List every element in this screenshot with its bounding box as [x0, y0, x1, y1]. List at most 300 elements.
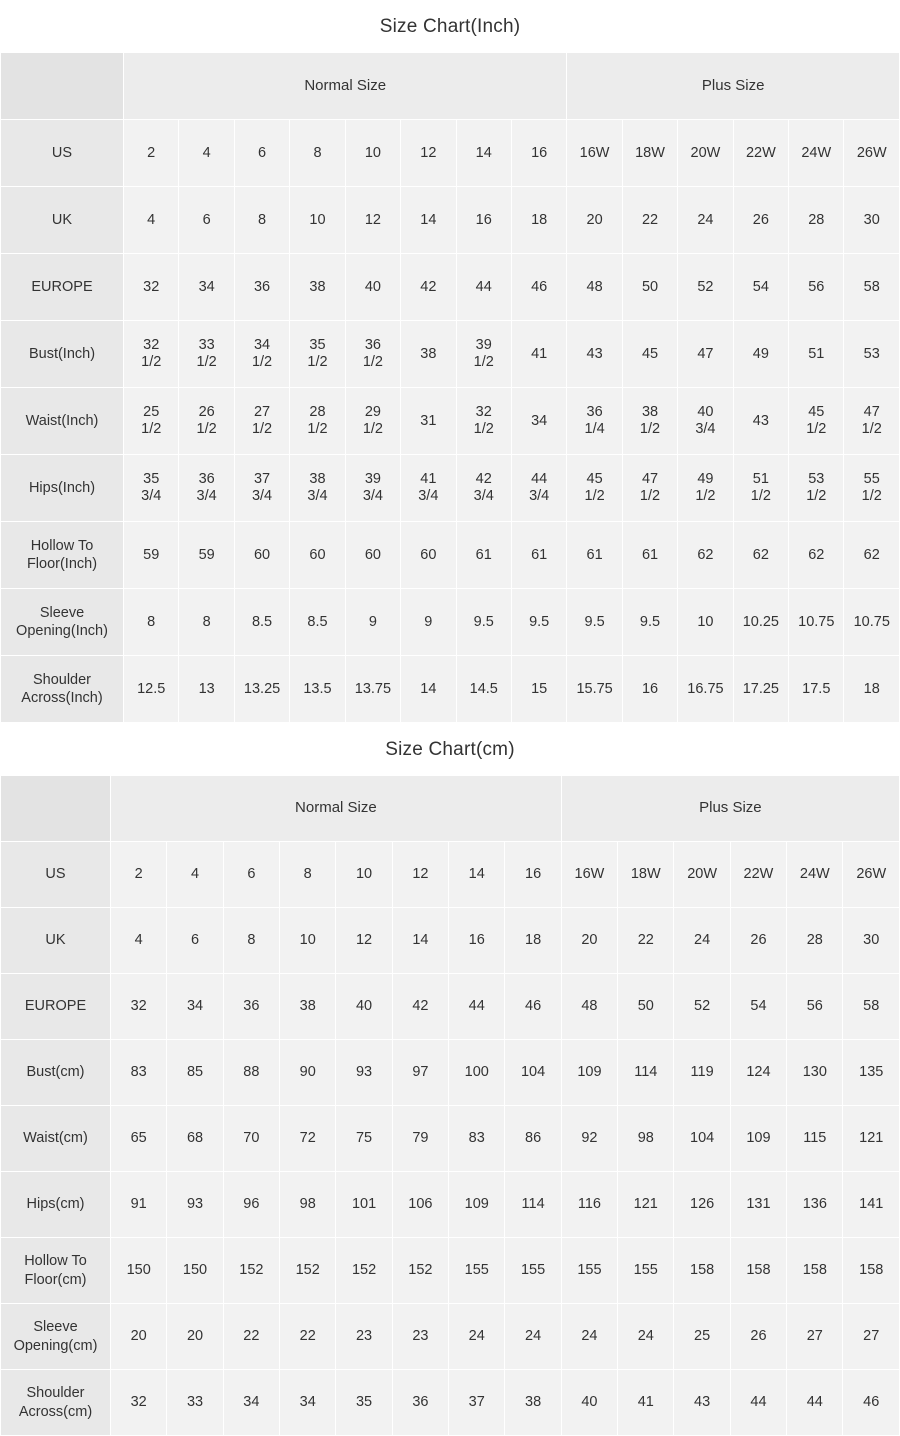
table-cell: 51 1/2 [733, 455, 788, 522]
table-cell: 114 [618, 1040, 674, 1106]
table-cell: 121 [843, 1106, 900, 1172]
table-cell: 4 [179, 120, 234, 187]
table-cell: 15 [511, 656, 566, 723]
table-cell: 30 [844, 187, 900, 254]
table-cell: 98 [280, 1172, 336, 1238]
table-cell: 15.75 [567, 656, 622, 723]
table-cell: 20W [674, 842, 730, 908]
table-row [1, 1172, 900, 1238]
table-cell: 16W [561, 842, 617, 908]
table-cell: 44 [730, 1370, 786, 1436]
table-cell: 23 [392, 1304, 448, 1370]
row-header-inch-2: EUROPE [1, 254, 124, 321]
table-row [1, 254, 900, 321]
table-cell: 34 [223, 1370, 279, 1436]
row-header-cm-1: UK [1, 908, 111, 974]
table-cell: 9 [345, 589, 400, 656]
table-cell: 16 [449, 908, 505, 974]
row-header-inch-7: Sleeve Opening(Inch) [1, 589, 124, 656]
table-cell: 26 [730, 908, 786, 974]
table-cell: 9 [401, 589, 456, 656]
table-cell: 141 [843, 1172, 900, 1238]
table-cell: 24 [505, 1304, 561, 1370]
table-cell: 96 [223, 1172, 279, 1238]
table-cell: 26 1/2 [179, 388, 234, 455]
row-header-cm-5: Hips(cm) [1, 1172, 111, 1238]
table-cell: 38 [505, 1370, 561, 1436]
row-header-cm-3: Bust(cm) [1, 1040, 111, 1106]
table-cell: 34 [179, 254, 234, 321]
table-cell: 54 [733, 254, 788, 321]
table-cell: 2 [124, 120, 179, 187]
table-cell: 116 [561, 1172, 617, 1238]
table-cell: 36 1/2 [345, 321, 400, 388]
table-cell: 36 3/4 [179, 455, 234, 522]
table-cell: 43 [733, 388, 788, 455]
table-cell: 38 1/2 [622, 388, 677, 455]
table-cell: 9.5 [511, 589, 566, 656]
table-cell: 124 [730, 1040, 786, 1106]
table-cell: 72 [280, 1106, 336, 1172]
table-cell: 8.5 [234, 589, 289, 656]
table-cell: 56 [789, 254, 844, 321]
table-cell: 38 3/4 [290, 455, 345, 522]
table-cell: 115 [787, 1106, 843, 1172]
table-cell: 126 [674, 1172, 730, 1238]
table-cell: 49 [733, 321, 788, 388]
table-cell: 36 [223, 974, 279, 1040]
table-row [1, 187, 900, 254]
table-cell: 6 [167, 908, 223, 974]
table-cell: 62 [789, 522, 844, 589]
table-cell: 47 1/2 [844, 388, 900, 455]
table-row [1, 120, 900, 187]
table-cell: 51 [789, 321, 844, 388]
size-table-cm [0, 775, 900, 1436]
table-cell: 44 3/4 [511, 455, 566, 522]
table-cell: 16 [505, 842, 561, 908]
table-cell: 35 [336, 1370, 392, 1436]
table-cell: 58 [843, 974, 900, 1040]
size-table-inch-body [1, 53, 900, 723]
group-header-plus-size: Plus Size [561, 776, 899, 842]
table-cell: 55 1/2 [844, 455, 900, 522]
table-cell: 4 [111, 908, 167, 974]
table-cell: 10 [345, 120, 400, 187]
table-cell: 13.75 [345, 656, 400, 723]
table-cell: 109 [730, 1106, 786, 1172]
table-cell: 26W [843, 842, 900, 908]
table-cell: 27 1/2 [234, 388, 289, 455]
table-cell: 35 1/2 [290, 321, 345, 388]
table-cell: 152 [392, 1238, 448, 1304]
table-cell: 150 [167, 1238, 223, 1304]
table-cell: 41 [511, 321, 566, 388]
table-cell: 24 [674, 908, 730, 974]
table-cell: 130 [787, 1040, 843, 1106]
row-header-cm-2: EUROPE [1, 974, 111, 1040]
table-cell: 155 [561, 1238, 617, 1304]
table-cell: 68 [167, 1106, 223, 1172]
table-cell: 47 1/2 [622, 455, 677, 522]
row-header-inch-0: US [1, 120, 124, 187]
table-row [1, 1370, 900, 1436]
table-cell: 10 [280, 908, 336, 974]
table-cell: 75 [336, 1106, 392, 1172]
table-corner-cell [1, 53, 124, 120]
table-group-header-row [1, 776, 900, 842]
table-cell: 32 [111, 974, 167, 1040]
table-cell: 46 [511, 254, 566, 321]
table-cell: 16.75 [678, 656, 733, 723]
table-cell: 25 1/2 [124, 388, 179, 455]
table-cell: 29 1/2 [345, 388, 400, 455]
table-cell: 24 [678, 187, 733, 254]
table-cell: 9.5 [567, 589, 622, 656]
table-cell: 43 [674, 1370, 730, 1436]
table-cell: 58 [844, 254, 900, 321]
table-cell: 42 [392, 974, 448, 1040]
table-cell: 20 [561, 908, 617, 974]
table-cell: 18W [622, 120, 677, 187]
table-cell: 60 [401, 522, 456, 589]
size-table-cm-body [1, 776, 900, 1436]
table-cell: 14 [449, 842, 505, 908]
table-cell: 53 [844, 321, 900, 388]
table-cell: 8 [234, 187, 289, 254]
table-cell: 91 [111, 1172, 167, 1238]
table-cell: 33 1/2 [179, 321, 234, 388]
table-cell: 106 [392, 1172, 448, 1238]
table-cell: 48 [561, 974, 617, 1040]
size-chart-cm-section [0, 723, 900, 1436]
table-cell: 93 [167, 1172, 223, 1238]
table-cell: 22 [622, 187, 677, 254]
table-row [1, 1238, 900, 1304]
table-group-header-row [1, 53, 900, 120]
table-cell: 32 [124, 254, 179, 321]
table-cell: 17.25 [733, 656, 788, 723]
table-cell: 14 [392, 908, 448, 974]
table-cell: 44 [449, 974, 505, 1040]
table-cell: 56 [787, 974, 843, 1040]
table-cell: 119 [674, 1040, 730, 1106]
table-cell: 14 [401, 187, 456, 254]
table-cell: 41 [618, 1370, 674, 1436]
table-cell: 36 [234, 254, 289, 321]
table-cell: 32 1/2 [456, 388, 511, 455]
table-cell: 18 [505, 908, 561, 974]
table-cell: 31 [401, 388, 456, 455]
table-cell: 34 1/2 [234, 321, 289, 388]
table-cell: 20 [567, 187, 622, 254]
row-header-cm-7: Sleeve Opening(cm) [1, 1304, 111, 1370]
table-cell: 8 [179, 589, 234, 656]
table-cell: 17.5 [789, 656, 844, 723]
table-cell: 70 [223, 1106, 279, 1172]
table-cell: 33 [167, 1370, 223, 1436]
table-cell: 10.75 [844, 589, 900, 656]
table-cell: 98 [618, 1106, 674, 1172]
table-cell: 109 [561, 1040, 617, 1106]
table-cell: 60 [345, 522, 400, 589]
table-cell: 47 [678, 321, 733, 388]
table-row [1, 656, 900, 723]
table-cell: 104 [674, 1106, 730, 1172]
table-cell: 38 [290, 254, 345, 321]
table-cell: 49 1/2 [678, 455, 733, 522]
table-cell: 92 [561, 1106, 617, 1172]
table-cell: 97 [392, 1040, 448, 1106]
table-row [1, 1304, 900, 1370]
table-cell: 158 [674, 1238, 730, 1304]
table-cell: 61 [456, 522, 511, 589]
group-header-plus-size: Plus Size [567, 53, 900, 120]
table-cell: 37 [449, 1370, 505, 1436]
table-cell: 152 [223, 1238, 279, 1304]
table-cell: 6 [234, 120, 289, 187]
table-cell: 50 [622, 254, 677, 321]
table-cell: 10.25 [733, 589, 788, 656]
table-row [1, 388, 900, 455]
table-cell: 155 [449, 1238, 505, 1304]
row-header-cm-6: Hollow To Floor(cm) [1, 1238, 111, 1304]
table-cell: 59 [124, 522, 179, 589]
size-table-inch [0, 52, 900, 723]
table-cell: 135 [843, 1040, 900, 1106]
table-cell: 14.5 [456, 656, 511, 723]
page-title-cm: Size Chart(cm) [385, 739, 515, 760]
table-cell: 109 [449, 1172, 505, 1238]
table-cell: 93 [336, 1040, 392, 1106]
table-cell: 16W [567, 120, 622, 187]
table-cell: 152 [336, 1238, 392, 1304]
table-cell: 20 [167, 1304, 223, 1370]
table-cell: 10 [290, 187, 345, 254]
table-cell: 38 [280, 974, 336, 1040]
table-cell: 158 [730, 1238, 786, 1304]
table-cell: 42 3/4 [456, 455, 511, 522]
group-header-normal-size: Normal Size [124, 53, 567, 120]
table-cell: 12 [401, 120, 456, 187]
table-cell: 32 1/2 [124, 321, 179, 388]
table-cell: 41 3/4 [401, 455, 456, 522]
table-cell: 38 [401, 321, 456, 388]
table-cell: 50 [618, 974, 674, 1040]
table-cell: 83 [111, 1040, 167, 1106]
table-cell: 54 [730, 974, 786, 1040]
table-cell: 10 [336, 842, 392, 908]
table-cell: 16 [511, 120, 566, 187]
group-header-normal-size: Normal Size [111, 776, 562, 842]
table-cell: 65 [111, 1106, 167, 1172]
table-cell: 24 [618, 1304, 674, 1370]
table-cell: 62 [844, 522, 900, 589]
table-cell: 60 [290, 522, 345, 589]
table-cell: 10.75 [789, 589, 844, 656]
table-cell: 45 1/2 [789, 388, 844, 455]
table-cell: 155 [618, 1238, 674, 1304]
table-cell: 61 [622, 522, 677, 589]
table-cell: 40 [561, 1370, 617, 1436]
table-cell: 39 3/4 [345, 455, 400, 522]
table-cell: 45 [622, 321, 677, 388]
table-cell: 158 [843, 1238, 900, 1304]
table-cell: 23 [336, 1304, 392, 1370]
table-cell: 60 [234, 522, 289, 589]
table-cell: 4 [167, 842, 223, 908]
table-cell: 101 [336, 1172, 392, 1238]
table-cell: 88 [223, 1040, 279, 1106]
table-cell: 24 [561, 1304, 617, 1370]
table-cell: 52 [674, 974, 730, 1040]
table-row [1, 455, 900, 522]
table-cell: 26W [844, 120, 900, 187]
table-cell: 83 [449, 1106, 505, 1172]
table-cell: 2 [111, 842, 167, 908]
table-cell: 24 [449, 1304, 505, 1370]
table-cell: 8 [223, 908, 279, 974]
row-header-inch-4: Waist(Inch) [1, 388, 124, 455]
table-cell: 136 [787, 1172, 843, 1238]
table-cell: 34 [511, 388, 566, 455]
table-cell: 100 [449, 1040, 505, 1106]
table-cell: 22 [223, 1304, 279, 1370]
table-cell: 8 [290, 120, 345, 187]
table-cell: 155 [505, 1238, 561, 1304]
row-header-inch-1: UK [1, 187, 124, 254]
table-cell: 22W [730, 842, 786, 908]
table-cell: 22W [733, 120, 788, 187]
table-cell: 30 [843, 908, 900, 974]
table-cell: 32 [111, 1370, 167, 1436]
table-cell: 34 [167, 974, 223, 1040]
table-cell: 61 [567, 522, 622, 589]
table-cell: 35 3/4 [124, 455, 179, 522]
row-header-cm-8: Shoulder Across(cm) [1, 1370, 111, 1436]
page-title-inch: Size Chart(Inch) [379, 16, 521, 37]
table-cell: 28 [787, 908, 843, 974]
table-cell: 8.5 [290, 589, 345, 656]
table-cell: 59 [179, 522, 234, 589]
table-cell: 40 3/4 [678, 388, 733, 455]
row-header-inch-6: Hollow To Floor(Inch) [1, 522, 124, 589]
table-cell: 9.5 [456, 589, 511, 656]
table-row [1, 589, 900, 656]
row-header-cm-4: Waist(cm) [1, 1106, 111, 1172]
table-cell: 27 [843, 1304, 900, 1370]
table-row [1, 1040, 900, 1106]
table-cell: 40 [336, 974, 392, 1040]
table-cell: 14 [456, 120, 511, 187]
table-cell: 44 [787, 1370, 843, 1436]
table-cell: 28 [789, 187, 844, 254]
table-cell: 52 [678, 254, 733, 321]
table-cell: 131 [730, 1172, 786, 1238]
table-row [1, 908, 900, 974]
table-cell: 9.5 [622, 589, 677, 656]
table-cell: 39 1/2 [456, 321, 511, 388]
row-header-cm-0: US [1, 842, 111, 908]
table-cell: 10 [678, 589, 733, 656]
table-cell: 16 [456, 187, 511, 254]
table-cell: 61 [511, 522, 566, 589]
table-cell: 121 [618, 1172, 674, 1238]
table-cell: 6 [223, 842, 279, 908]
table-cell: 28 1/2 [290, 388, 345, 455]
table-corner-cell [1, 776, 111, 842]
table-cell: 13 [179, 656, 234, 723]
table-row [1, 1106, 900, 1172]
table-cell: 43 [567, 321, 622, 388]
table-cell: 12 [345, 187, 400, 254]
table-cell: 36 [392, 1370, 448, 1436]
table-cell: 85 [167, 1040, 223, 1106]
table-cell: 36 1/4 [567, 388, 622, 455]
table-cell: 18 [511, 187, 566, 254]
table-cell: 13.5 [290, 656, 345, 723]
table-row [1, 522, 900, 589]
table-cell: 12 [336, 908, 392, 974]
table-cell: 24W [789, 120, 844, 187]
table-cell: 22 [280, 1304, 336, 1370]
row-header-inch-8: Shoulder Across(Inch) [1, 656, 124, 723]
table-cell: 27 [787, 1304, 843, 1370]
table-cell: 25 [674, 1304, 730, 1370]
table-row [1, 842, 900, 908]
table-cell: 4 [124, 187, 179, 254]
table-cell: 26 [730, 1304, 786, 1370]
table-cell: 14 [401, 656, 456, 723]
table-cell: 20W [678, 120, 733, 187]
table-cell: 46 [843, 1370, 900, 1436]
table-cell: 18W [618, 842, 674, 908]
table-cell: 18 [844, 656, 900, 723]
table-cell: 37 3/4 [234, 455, 289, 522]
table-cell: 8 [124, 589, 179, 656]
row-header-inch-3: Bust(Inch) [1, 321, 124, 388]
table-cell: 26 [733, 187, 788, 254]
table-row [1, 974, 900, 1040]
table-cell: 24W [787, 842, 843, 908]
table-cell: 12 [392, 842, 448, 908]
table-cell: 13.25 [234, 656, 289, 723]
table-cell: 22 [618, 908, 674, 974]
table-cell: 62 [678, 522, 733, 589]
table-cell: 20 [111, 1304, 167, 1370]
table-cell: 8 [280, 842, 336, 908]
table-cell: 62 [733, 522, 788, 589]
table-cell: 86 [505, 1106, 561, 1172]
row-header-inch-5: Hips(Inch) [1, 455, 124, 522]
table-cell: 114 [505, 1172, 561, 1238]
table-cell: 42 [401, 254, 456, 321]
table-cell: 104 [505, 1040, 561, 1106]
table-cell: 150 [111, 1238, 167, 1304]
table-cell: 79 [392, 1106, 448, 1172]
table-cell: 152 [280, 1238, 336, 1304]
table-cell: 158 [787, 1238, 843, 1304]
table-cell: 53 1/2 [789, 455, 844, 522]
table-cell: 16 [622, 656, 677, 723]
table-cell: 12.5 [124, 656, 179, 723]
table-cell: 34 [280, 1370, 336, 1436]
table-cell: 90 [280, 1040, 336, 1106]
table-cell: 45 1/2 [567, 455, 622, 522]
table-row [1, 321, 900, 388]
table-cell: 40 [345, 254, 400, 321]
table-cell: 6 [179, 187, 234, 254]
